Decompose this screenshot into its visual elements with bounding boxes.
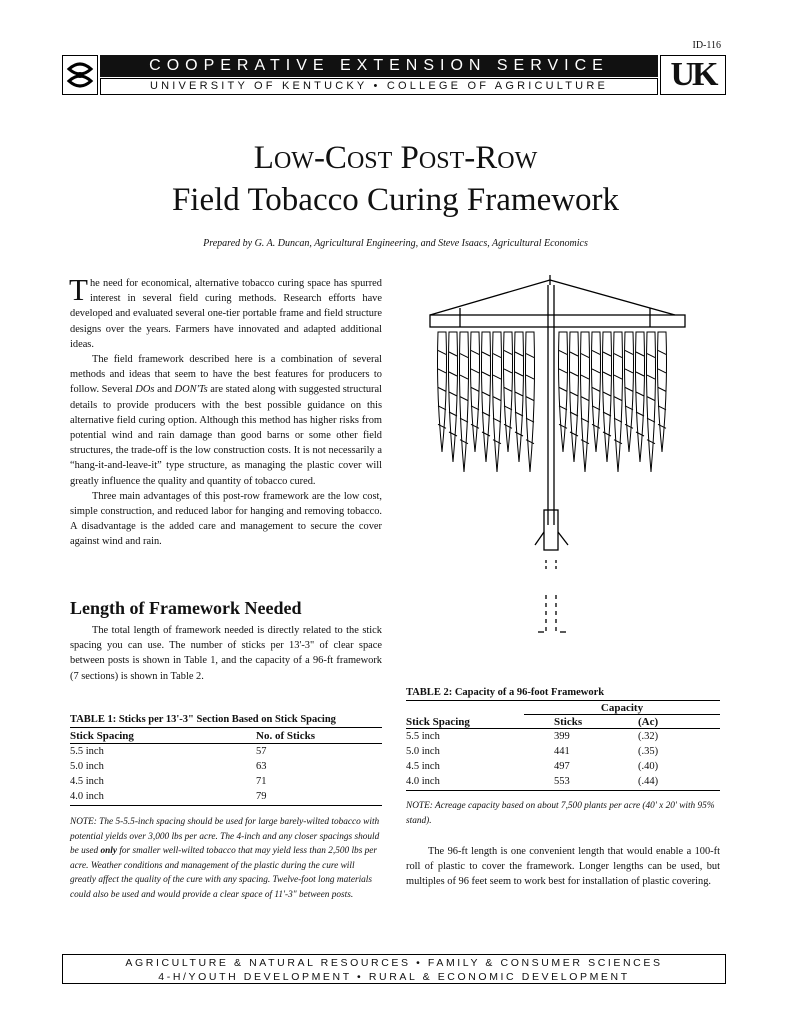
byline: Prepared by G. A. Duncan, Agricultural Engineering, and Steve Isaacs, Agricultural Economics: [203, 238, 588, 249]
column-header: Stick Spacing: [70, 730, 134, 742]
text-run: are stated along with suggested structural details to provide producers with the best possible guidance on this alternative field curing option. Although this method has higher risks from potential wind and rain damage than good barns or some other field structures, the trade-off is the low construction costs. It is not necessarily a “hang-it-and-leave-it” type structure, as managing the plastic cover will greatly influence the quality and quantity of tobacco cured.: [70, 384, 382, 487]
text-run: for smaller well-wilted tobacco that may yield less than 2,500 lbs per acre. Weather conditions and management of the plastic during the cure will greatly affect the quality of the cure with any spacing. Twelve-foot long materials could also be used and would provide a clear space of 11'-3" between posts.: [70, 846, 378, 900]
table-2-body: [406, 729, 720, 791]
text-run: only: [100, 846, 117, 857]
document-id: ID-116: [692, 40, 721, 51]
tobacco-bundle: [636, 332, 645, 462]
table-1-header: [70, 728, 382, 744]
column-header: (Ac): [638, 716, 659, 728]
tobacco-bundle: [581, 332, 590, 472]
tobacco-bundle: [526, 332, 535, 472]
table-cell: (.44): [638, 776, 659, 787]
table-1-caption: TABLE 1: Sticks per 13'-3" Section Based on Stick Spacing: [70, 714, 382, 728]
footer-banner: [62, 954, 726, 984]
table-cell: 4.5 inch: [70, 776, 104, 787]
title-part: OST: [418, 148, 465, 174]
column-header: Sticks: [554, 716, 583, 728]
title-part: OST: [346, 148, 393, 174]
tobacco-bundle: [438, 332, 447, 452]
tobacco-bundle: [658, 332, 667, 452]
table-cell: 4.0 inch: [70, 791, 104, 802]
framework-illustration: [420, 270, 700, 640]
intro-paragraph-2: [70, 352, 382, 489]
table-1-note: [70, 815, 382, 903]
table-cell: (.35): [638, 746, 659, 757]
table-cell: 71: [256, 776, 267, 787]
title-part: OW: [497, 148, 538, 174]
footer-line-2: 4-H/YOUTH DEVELOPMENT • RURAL & ECONOMIC DEVELOPMENT: [158, 971, 630, 983]
table-2-caption: TABLE 2: Capacity of a 96-foot Framework: [406, 687, 720, 701]
column-header: No. of Sticks: [256, 730, 315, 742]
tobacco-bundle: [570, 332, 579, 462]
tobacco-bundle: [493, 332, 502, 472]
intro-paragraph-1: [69, 272, 382, 352]
tobacco-bundle: [603, 332, 612, 462]
table-cell: 399: [554, 731, 570, 742]
table-2-group-header: Capacity: [524, 701, 720, 715]
banner-title: COOPERATIVE EXTENSION SERVICE: [100, 55, 658, 77]
intro-paragraph-1-text: he need for economical, alternative tobacco curing space has spurred interest in several field curing methods. Research efforts have developed and evaluated several one-tier portable frame and field structure designs over the years. Farmers have innovated and adapted additional ideas.: [70, 278, 382, 350]
tobacco-bundle: [460, 332, 469, 472]
tobacco-bundle: [482, 332, 491, 462]
table-row: [70, 774, 382, 789]
table-cell: (.40): [638, 761, 659, 772]
table-cell: 441: [554, 746, 570, 757]
intro-text: [69, 272, 382, 550]
table-cell: 57: [256, 746, 267, 757]
drop-cap: T: [69, 272, 88, 307]
table-cell: 4.0 inch: [406, 776, 440, 787]
tobacco-bundle: [515, 332, 524, 462]
uk-logo: [660, 55, 726, 95]
table-cell: (.32): [638, 731, 659, 742]
table-1-body: [70, 744, 382, 806]
text-run: NOTE: The 5-5.5-inch spacing should be used for large barely-wilted tobacco with potential yields over 3,000 lbs per acre. The 4-inch and any closer spacings should be used: [70, 817, 380, 857]
tobacco-bundle: [625, 332, 634, 452]
uk-logo-text: UK: [670, 56, 716, 93]
table-cell: 5.0 inch: [70, 761, 104, 772]
table-cell: 63: [256, 761, 267, 772]
table-row: [70, 744, 382, 759]
text-run: DON'Ts: [174, 384, 208, 396]
page-title-line2: Field Tobacco Curing Framework: [171, 182, 620, 218]
extension-logo-icon: [62, 55, 98, 95]
table-cell: 5.0 inch: [406, 746, 440, 757]
table-cell: 553: [554, 776, 570, 787]
text-run: The field framework described here is a combination of several methods and ideas that seem to have the best features for producers to follow. Several: [70, 354, 382, 396]
title-part: -C: [313, 140, 347, 176]
table-row: [70, 759, 382, 774]
text-run: DOs: [135, 384, 155, 396]
title-part: P: [392, 140, 419, 176]
tobacco-bundle: [471, 332, 480, 452]
table-row: [406, 759, 720, 774]
column-header: Stick Spacing: [406, 716, 470, 728]
intro-paragraph-3: Three main advantages of this post-row framework are the low cost, simple construction, and reduced labor for hanging and removing tobacco. A disadvantage is the added care and management to secure the cover against wind and rain.: [70, 490, 382, 548]
title-part: L: [253, 140, 274, 176]
table-2: [406, 687, 720, 791]
page-title-line1: [0, 140, 791, 177]
title-part: -R: [464, 140, 498, 176]
table-cell: 497: [554, 761, 570, 772]
tobacco-bundle: [592, 332, 601, 452]
banner-subtitle: UNIVERSITY OF KENTUCKY • COLLEGE OF AGRICULTURE: [100, 78, 658, 95]
table-row: [406, 774, 720, 789]
table-cell: 79: [256, 791, 267, 802]
table-row: [406, 729, 720, 744]
section-heading: Length of Framework Needed: [70, 598, 302, 618]
table-cell: 5.5 inch: [406, 731, 440, 742]
table-cell: 5.5 inch: [70, 746, 104, 757]
tobacco-bundle: [449, 332, 458, 462]
table-row: [70, 789, 382, 804]
text-run: and: [154, 384, 175, 396]
tobacco-bundle: [614, 332, 623, 472]
table-1: [70, 714, 382, 806]
tobacco-bundle: [559, 332, 568, 452]
table-2-note: NOTE: Acreage capacity based on about 7,500 plants per acre (40' x 20' with 95% stand).: [406, 801, 715, 826]
table-2-header: [406, 715, 720, 729]
table-row: [406, 744, 720, 759]
title-part: OW: [273, 148, 314, 174]
paragraph-96ft: The 96-ft length is one convenient length that would enable a 100-ft roll of plastic to cover the framework. Longer lengths can be used, but multiples of 96 feet seem to work best for installation of plastic covering.: [406, 846, 720, 888]
length-paragraph: The total length of framework needed is directly related to the stick spacing you can use. The number of sticks per 13'-3" of clear space between posts is shown in Table 1, and the capacity of a 96-ft framework (7 sections) is shown in Table 2.: [70, 625, 382, 682]
tobacco-bundle: [504, 332, 513, 452]
footer-line-1: AGRICULTURE & NATURAL RESOURCES • FAMILY & CONSUMER SCIENCES: [125, 957, 663, 969]
table-cell: 4.5 inch: [406, 761, 440, 772]
tobacco-bundle: [647, 332, 656, 472]
